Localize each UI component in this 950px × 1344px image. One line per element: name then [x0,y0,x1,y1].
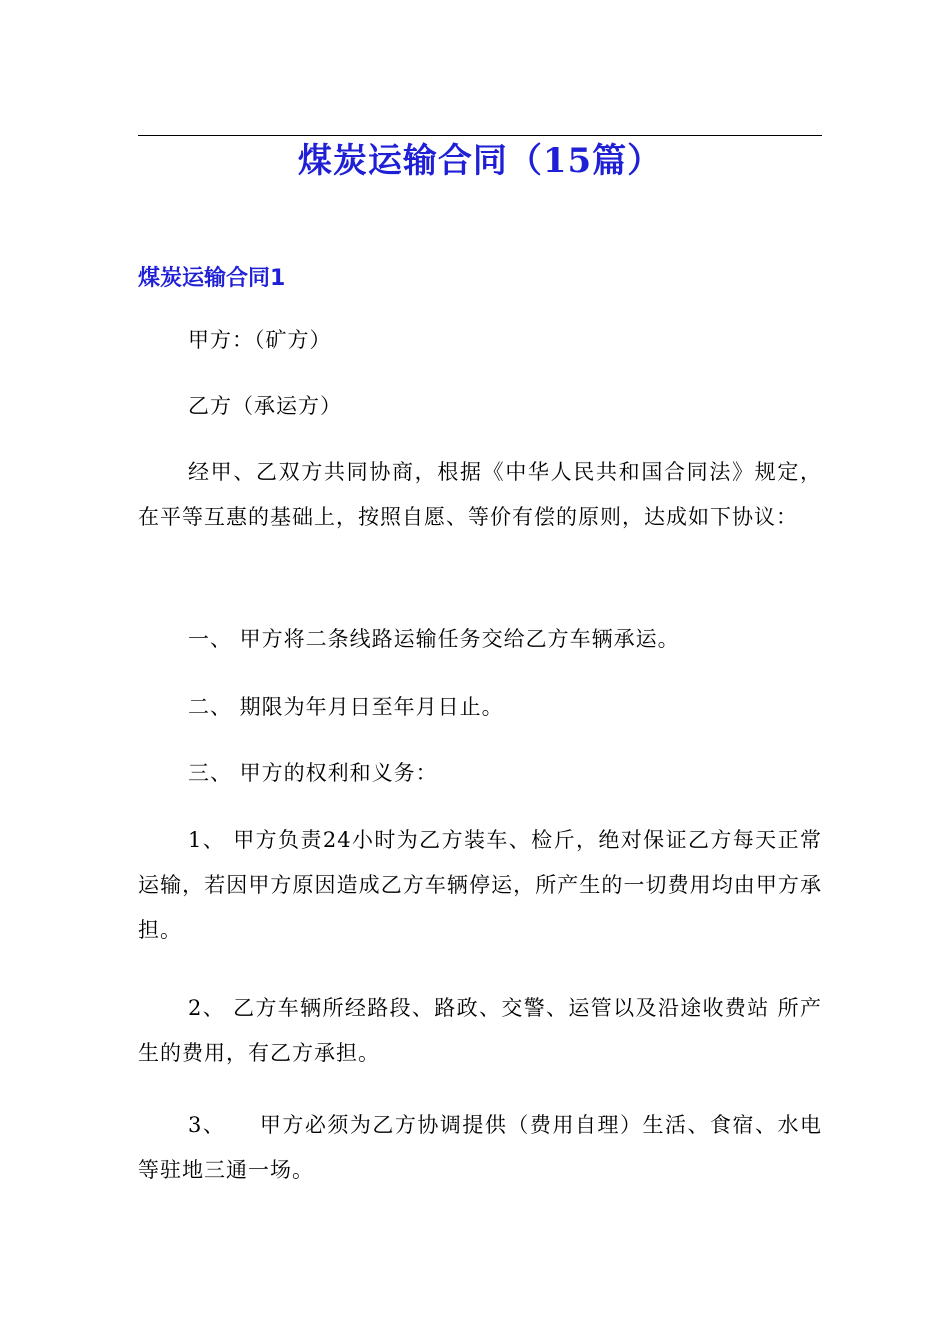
paragraph-item-1: 1、 甲方负责24小时为乙方装车、检斤，绝对保证乙方每天正常运输，若因甲方原因造成乙方车辆停运，所产生的一切费用均由甲方承担。 [138,828,822,942]
paragraph-preamble: 经甲、乙双方共同协商，根据《中华人民共和国合同法》规定，在平等互惠的基础上，按照自愿、等价有偿的原则，达成如下协议： [138,460,822,529]
paragraph-clause-3: 三、 甲方的权利和义务： [188,761,438,785]
item-3-number: 3、 [188,1113,226,1137]
paragraph-party-a: 甲方：（矿方） [188,328,332,352]
paragraph-party-b: 乙方（承运方） [188,394,342,418]
paragraph-item-2: 2、 乙方车辆所经路段、路政、交警、运管以及沿途收费站 所产生的费用，有乙方承担。 [138,996,822,1065]
paragraph-clause-2: 二、 期限为年月日至年月日止。 [188,695,504,719]
paragraph-clause-1: 一、 甲方将二条线路运输任务交给乙方车辆承运。 [188,627,680,651]
document-title: 煤炭运输合同（15篇） [297,141,663,181]
item-3-text: 甲方必须为乙方协调提供（费用自理）生活、食宿、水电 等驻地三通一场。 [138,1113,822,1182]
section-heading: 煤炭运输合同1 [138,266,286,291]
header-rule [138,135,822,136]
paragraph-item-3 [138,1103,822,1193]
